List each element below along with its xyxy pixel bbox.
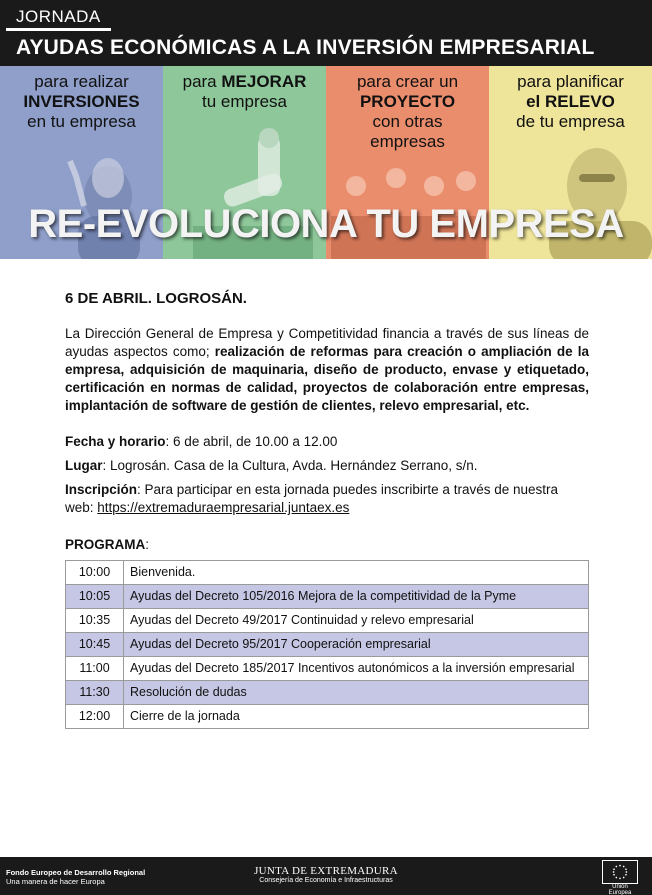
program-activity: Ayudas del Decreto 105/2016 Mejora de la competitividad de la Pyme (124, 585, 589, 609)
panel-1-line1: para realizar (34, 72, 129, 91)
eu-logo (600, 860, 640, 895)
intro-bold-text: realización de reformas para creación o ampliación de la empresa, adquisición de maquinaria, diseño de producto, envase y etiquetado, certificación en normas de calidad, proyectos de colaboración entre empresas, implantación de software de gestión de clientes, relevo empresarial, etc. (65, 344, 589, 413)
inscripcion-value: : Para participar en esta jornada puedes inscribirte a través de nuestra web: (65, 482, 559, 515)
intro-paragraph (65, 325, 589, 415)
panel-4-line3: de tu empresa (516, 112, 625, 131)
program-activity: Resolución de dudas (124, 681, 589, 705)
fecha-label: Fecha y horario (65, 434, 166, 449)
program-activity: Bienvenida. (124, 561, 589, 585)
program-activity: Ayudas del Decreto 185/2017 Incentivos autonómicos a la inversión empresarial (124, 657, 589, 681)
program-time: 10:05 (66, 585, 124, 609)
program-time: 11:30 (66, 681, 124, 705)
junta-title: JUNTA DE EXTREMADURA (254, 865, 398, 877)
eu-flag-icon (602, 860, 638, 884)
inscripcion-label: Inscripción (65, 482, 138, 497)
table-row (66, 681, 589, 705)
feder-subtitle: Una manera de hacer Europa (6, 877, 105, 886)
panel-2-line1: para (182, 72, 222, 91)
programa-title (65, 537, 589, 552)
inscripcion-info (65, 481, 589, 517)
table-row (66, 609, 589, 633)
programa-colon: : (145, 537, 150, 552)
registration-link[interactable]: https://extremaduraempresarial.juntaex.es (97, 500, 350, 515)
panel-2-line1-bold: MEJORAR (221, 72, 307, 91)
main-title: AYUDAS ECONÓMICAS A LA INVERSIÓN EMPRESARIAL (16, 36, 595, 59)
program-table (65, 560, 589, 729)
table-row (66, 585, 589, 609)
slogan-text: RE-EVOLUCIONA TU EMPRESA (28, 202, 624, 246)
table-row (66, 561, 589, 585)
table-row (66, 657, 589, 681)
fecha-value: : 6 de abril, de 10.00 a 12.00 (165, 434, 338, 449)
junta-subtitle: Consejería de Economía e Infraestructuras (259, 877, 393, 884)
program-time: 10:00 (66, 561, 124, 585)
table-row (66, 633, 589, 657)
program-activity: Ayudas del Decreto 95/2017 Cooperación empresarial (124, 633, 589, 657)
eu-label: Unión Europea (608, 884, 632, 895)
program-time: 10:45 (66, 633, 124, 657)
panel-3-line4: empresas (370, 132, 445, 151)
date-location-title: 6 DE ABRIL. LOGROSÁN. (65, 290, 247, 307)
program-activity: Ayudas del Decreto 49/2017 Continuidad y relevo empresarial (124, 609, 589, 633)
panel-4-line1: para planificar (517, 72, 624, 91)
lugar-label: Lugar (65, 458, 103, 473)
panel-4-line2: el RELEVO (526, 92, 615, 111)
program-activity: Cierre de la jornada (124, 705, 589, 729)
program-time: 11:00 (66, 657, 124, 681)
main-content (65, 290, 589, 729)
program-time: 10:35 (66, 609, 124, 633)
lugar-info (65, 457, 589, 475)
kicker-label: JORNADA (6, 6, 111, 31)
footer-bar (0, 857, 652, 895)
lugar-value: : Logrosán. Casa de la Cultura, Avda. Hernández Serrano, s/n. (102, 458, 478, 473)
table-row (66, 705, 589, 729)
panel-1-line3: en tu empresa (27, 112, 136, 131)
panel-3-line1: para crear un (356, 72, 459, 91)
header-bar (0, 0, 652, 66)
panel-3-line3: con otras (372, 112, 443, 131)
feder-title: Fondo Europeo de Desarrollo Regional (6, 868, 146, 877)
banner (0, 66, 652, 259)
programa-label: PROGRAMA (65, 537, 146, 552)
intro-plain-text: La Dirección General de Empresa y Competitividad financia a través de sus líneas de ayudas aspectos como; (65, 326, 589, 359)
junta-logo-text (0, 865, 652, 884)
panel-3-line2: PROYECTO (359, 92, 456, 111)
fecha-info (65, 433, 589, 451)
panel-2-line2: tu empresa (201, 92, 288, 111)
panel-1-line2: INVERSIONES (23, 92, 140, 111)
program-time: 12:00 (66, 705, 124, 729)
